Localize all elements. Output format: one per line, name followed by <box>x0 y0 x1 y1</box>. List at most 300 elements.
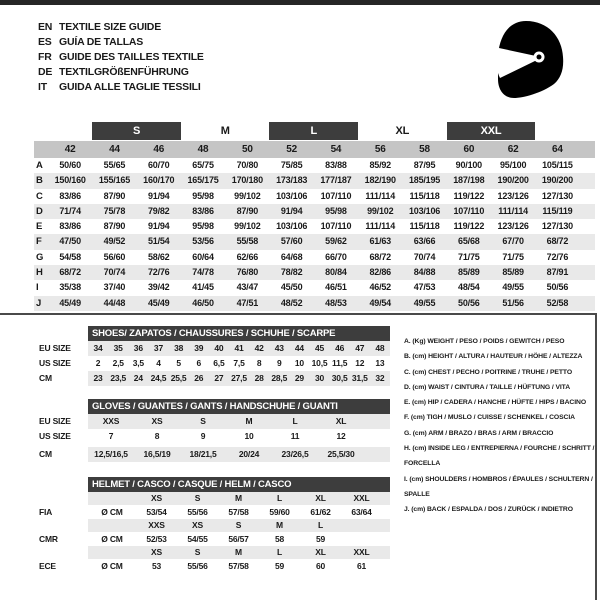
cell: 57/58 <box>228 507 249 517</box>
standard-label: CMR <box>39 534 58 544</box>
size-label: S <box>194 493 201 503</box>
helmet-values-row <box>39 505 395 519</box>
cell: 12 <box>355 358 365 368</box>
cell: 91/94 <box>147 190 170 201</box>
cell: 48/54 <box>458 282 480 293</box>
cell: L <box>292 416 298 426</box>
cell: 39/42 <box>147 282 170 293</box>
language-code: IT <box>38 81 47 93</box>
size-number: 44 <box>109 144 120 155</box>
row-letter: F <box>36 236 42 248</box>
cell: 60 <box>315 561 326 571</box>
cell: 8 <box>256 358 262 368</box>
size-label: XL <box>315 547 326 557</box>
cell: 65/75 <box>192 160 214 170</box>
language-row <box>38 65 204 80</box>
cell: 74/78 <box>192 267 214 278</box>
cell: 85/92 <box>369 160 391 170</box>
size-band-label: XL <box>395 125 410 137</box>
cell: 36 <box>133 343 143 353</box>
cell: 49/54 <box>369 297 391 308</box>
language-header <box>38 20 204 95</box>
row-letter: H <box>36 267 43 279</box>
cell: 26 <box>194 373 204 383</box>
legend-entry: G. (cm) ARM / BRAZO / BRAS / ARM / BRACCIO <box>404 429 554 437</box>
gloves-row <box>39 414 395 429</box>
cell: 87/90 <box>103 190 126 201</box>
row-letter: C <box>36 190 43 202</box>
cell: 51/54 <box>147 236 170 247</box>
size-number: 64 <box>552 144 563 155</box>
size-label: M <box>276 520 283 530</box>
cell: 72/76 <box>546 251 569 262</box>
cell: 91/94 <box>280 205 303 216</box>
cell: 56/60 <box>103 251 126 262</box>
cell: 56/57 <box>228 534 249 544</box>
cell: 49/52 <box>103 236 126 247</box>
size-band-label: XXL <box>447 122 536 140</box>
cell: 35 <box>113 343 123 353</box>
cell: 173/183 <box>276 175 308 186</box>
cell: 16,5/19 <box>143 449 171 459</box>
measurement-row <box>34 173 595 188</box>
measurement-row <box>34 265 595 280</box>
row-letter: D <box>36 205 43 217</box>
helmet-standard-group <box>39 492 395 519</box>
size-band-row <box>34 122 595 140</box>
cell: 79/82 <box>147 205 170 216</box>
cell: 127/130 <box>541 190 573 201</box>
cell: 9 <box>276 358 282 368</box>
cell: 185/195 <box>408 175 441 186</box>
row-label: CM <box>39 449 52 459</box>
cell: 47/50 <box>59 236 81 247</box>
cell: 44 <box>294 343 304 353</box>
cell: 32 <box>375 373 385 383</box>
cell: 155/165 <box>98 175 131 186</box>
cell: 72/76 <box>147 267 170 278</box>
cell: 43/47 <box>236 282 259 293</box>
gloves-rows <box>39 414 395 462</box>
cell: 9 <box>200 431 206 441</box>
cell: 23 <box>93 373 103 383</box>
cell: 6,5 <box>213 358 225 368</box>
cell: 51/56 <box>502 297 524 308</box>
cell: 87/95 <box>413 160 436 170</box>
cell: 107/110 <box>320 190 352 201</box>
measurement-row <box>34 189 595 204</box>
size-label <box>341 519 382 532</box>
cell: 105/115 <box>542 160 573 170</box>
cell: 2,5 <box>112 358 124 368</box>
measurement-row <box>34 219 595 234</box>
textile-size-table <box>34 122 595 311</box>
cell: 57/60 <box>280 236 303 247</box>
language-row <box>38 80 204 95</box>
measurement-row <box>34 280 595 295</box>
cell: 44/48 <box>103 297 126 308</box>
cell: 68/72 <box>369 251 391 262</box>
cell: 53/56 <box>192 236 214 247</box>
helmet-sizes <box>88 519 390 532</box>
size-number: 42 <box>64 144 76 155</box>
size-label: S <box>194 547 201 557</box>
cell: 55/65 <box>103 160 126 170</box>
cell: 83/86 <box>59 221 81 232</box>
cell: 70/74 <box>413 251 436 262</box>
cell: 82/86 <box>369 267 391 278</box>
cell: 84/88 <box>413 267 436 278</box>
shoes-title-bar: SHOES/ ZAPATOS / CHAUSSURES / SCHUHE / SCARPE <box>88 326 390 341</box>
cell: 190/200 <box>497 175 529 186</box>
cell: 90/100 <box>455 160 482 170</box>
cell: 111/114 <box>365 190 396 201</box>
diameter-unit-label: Ø CM <box>101 507 123 517</box>
cell: 45 <box>314 343 325 353</box>
language-code: EN <box>38 21 53 33</box>
cell: 35/38 <box>59 282 81 293</box>
size-label: XL <box>315 493 326 503</box>
cell: 52/58 <box>546 297 569 308</box>
cell: 50/56 <box>546 282 569 293</box>
cell: 48 <box>375 343 385 353</box>
cell: 46/52 <box>369 282 391 293</box>
cell: 111/114 <box>365 221 396 232</box>
helmet-values <box>88 559 390 573</box>
cell: 63/64 <box>351 507 372 517</box>
cell: 23,5 <box>110 373 127 383</box>
helmet-values-row <box>39 532 395 546</box>
size-label: XXL <box>353 547 370 557</box>
cell: 58/62 <box>147 251 170 262</box>
cell: 30 <box>314 373 325 383</box>
row-label: EU SIZE <box>39 343 71 353</box>
cell: 99/102 <box>234 221 261 232</box>
language-row <box>38 20 204 35</box>
cell: 24 <box>133 373 143 383</box>
cell: 85/89 <box>458 267 480 278</box>
language-title: GUIDA ALLE TAGLIE TESSILI <box>59 81 201 93</box>
gloves-values <box>88 429 390 444</box>
cell: 123/126 <box>497 190 529 201</box>
cell: 59/62 <box>325 236 347 247</box>
shoes-size-table <box>39 326 395 386</box>
size-label: XXL <box>353 493 370 503</box>
gloves-title-bar: GLOVES / GUANTES / GANTS / HANDSCHUHE / GUANTI <box>88 399 390 414</box>
cell: 182/190 <box>364 175 396 186</box>
legend-entry: J. (cm) BACK / ESPALDA / DOS / ZURÜCK / INDIETRO <box>404 506 573 514</box>
helmet-sizes-row <box>39 546 395 559</box>
cell: 43 <box>274 343 284 353</box>
cell: 187/198 <box>453 175 485 186</box>
cell: 76/80 <box>236 267 259 278</box>
cell: 58 <box>274 534 285 544</box>
cell: 68/72 <box>546 236 569 247</box>
measurement-row <box>34 158 595 173</box>
cell: 95/98 <box>325 205 347 216</box>
cell: 62/66 <box>236 251 259 262</box>
size-number: 50 <box>241 144 253 155</box>
cell: 59/60 <box>269 507 290 517</box>
legend-entry: E. (cm) HIP / CADERA / HANCHE / HÜFTE / HIPS / BACINO <box>404 399 587 407</box>
cell: 11,5 <box>332 358 348 368</box>
cell: 59 <box>315 534 326 544</box>
helmet-sizes <box>88 546 390 559</box>
cell: 71/75 <box>458 251 480 262</box>
gloves-row <box>39 447 395 462</box>
cell: 2 <box>95 358 101 368</box>
measurement-rows <box>34 158 595 311</box>
measurement-legend <box>404 334 597 518</box>
shoes-values <box>88 371 390 386</box>
cell: 123/126 <box>497 221 529 232</box>
cell: 6 <box>196 358 201 368</box>
gloves-row <box>39 429 395 444</box>
cell: 99/102 <box>234 190 261 201</box>
cell: 23/26,5 <box>281 449 309 459</box>
cell: 87/90 <box>236 205 259 216</box>
cell: 7 <box>108 431 114 441</box>
size-label: XS <box>151 547 162 557</box>
legend-entry: A. (Kg) WEIGHT / PESO / POIDS / GEWITCH / PESO <box>404 338 565 345</box>
cell: XL <box>335 416 347 426</box>
language-title: GUÍA DE TALLAS <box>59 36 144 48</box>
size-band-label: S <box>92 122 181 140</box>
cell: 52/53 <box>146 534 167 544</box>
cell: 83/88 <box>325 160 347 170</box>
helmet-sizes-row <box>39 519 395 532</box>
shoes-row <box>39 341 395 356</box>
legend-entry: F. (cm) TIGH / MUSLO / CUISSE / SCHENKEL / COSCIA <box>404 414 575 422</box>
cell: 63/66 <box>413 236 436 247</box>
cell: S <box>200 416 206 426</box>
size-band-label: M <box>220 125 230 137</box>
cell: 46/51 <box>325 282 347 293</box>
size-number: 58 <box>419 144 430 155</box>
cell: 29 <box>294 373 304 383</box>
cell: 55/56 <box>187 507 208 517</box>
size-number: 52 <box>286 144 297 155</box>
language-title: TEXTILE SIZE GUIDE <box>59 21 161 33</box>
cell: 119/122 <box>453 190 485 201</box>
cell: 25,5/30 <box>327 449 355 459</box>
cell: 150/160 <box>54 175 86 186</box>
section-divider-line <box>0 313 597 315</box>
size-label: S <box>235 520 242 530</box>
cell: 107/110 <box>320 221 352 232</box>
cell: 95/98 <box>192 221 214 232</box>
cell: 41 <box>234 343 244 353</box>
size-label: XS <box>192 520 203 530</box>
cell: 107/110 <box>453 205 485 216</box>
helmet-sizes-row <box>39 492 395 505</box>
standard-label: FIA <box>39 507 53 517</box>
cell: 34 <box>93 343 103 353</box>
cell: 61 <box>356 561 367 571</box>
spacer <box>88 492 136 505</box>
cell: 103/106 <box>408 205 441 216</box>
cell: 83/86 <box>59 190 81 201</box>
cell: 55/58 <box>236 236 259 247</box>
helmet-standard-group <box>39 546 395 573</box>
language-code: DE <box>38 66 53 78</box>
cell: 10 <box>294 358 304 368</box>
cell: 119/122 <box>453 221 485 232</box>
cell: 70/74 <box>103 267 126 278</box>
measurement-row <box>34 204 595 219</box>
cell: 12,5/16,5 <box>94 449 128 459</box>
cell: 41/45 <box>192 282 214 293</box>
gloves-values <box>88 447 390 462</box>
size-label: L <box>277 547 282 557</box>
size-number: 60 <box>463 144 475 155</box>
size-number: 56 <box>374 144 386 155</box>
row-letter: B <box>36 175 43 187</box>
helmet-standard-groups <box>39 492 395 573</box>
diameter-unit-label: Ø CM <box>101 561 123 571</box>
cell: 111/114 <box>498 205 528 216</box>
cell: 12 <box>336 431 346 441</box>
cell: 18/21,5 <box>189 449 217 459</box>
cell: XXS <box>102 416 120 426</box>
cell: 47/53 <box>413 282 436 293</box>
size-label: XS <box>151 493 162 503</box>
cell: 91/94 <box>147 221 170 232</box>
cell: 5 <box>176 358 181 368</box>
helmet-values <box>88 505 390 519</box>
helmet-title-bar: HELMET / CASCO / CASQUE / HELM / CASCO <box>88 477 390 492</box>
cell: 59 <box>274 561 285 571</box>
size-label: L <box>277 493 282 503</box>
cell: 57/58 <box>228 561 249 571</box>
size-number: 62 <box>507 144 519 155</box>
legend-entry: D. (cm) WAIST / CINTURA / TAILLE / HÜFTUNG / VITA <box>404 383 571 391</box>
cell: 3,5 <box>132 358 144 368</box>
cell: 53/54 <box>146 507 167 517</box>
language-title: TEXTILGRÖßENFÜHRUNG <box>59 66 189 78</box>
legend-entry: C. (cm) CHEST / PECHO / POITRINE / TRUHE / PETTO <box>404 368 573 376</box>
size-number: 46 <box>153 144 165 155</box>
cell: 64/68 <box>280 251 303 262</box>
standard-label: ECE <box>39 561 56 571</box>
legend-entry: H. (cm) INSIDE LEG / ENTREPIERNA / FOURCHE / SCHRITT / FORCELLA <box>404 445 595 468</box>
cell: 40 <box>214 343 224 353</box>
cell: 71/74 <box>59 205 81 216</box>
helmet-sizes <box>88 492 390 505</box>
cell: 87/90 <box>103 221 126 232</box>
cell: 47 <box>355 343 365 353</box>
cell: 31,5 <box>351 373 368 383</box>
cell: 95/100 <box>499 160 527 170</box>
cell: 103/106 <box>276 190 308 201</box>
cell: 71/75 <box>502 251 524 262</box>
cell: 24,5 <box>150 373 167 383</box>
shoes-values <box>88 356 390 371</box>
spacer <box>88 546 136 559</box>
cell: 54/58 <box>59 251 81 262</box>
cell: 11 <box>290 431 300 441</box>
cell: 160/170 <box>143 175 175 186</box>
cell: 50/60 <box>59 160 81 170</box>
cell: 61/62 <box>310 507 331 517</box>
cell: 37/40 <box>103 282 126 293</box>
language-row <box>38 35 204 50</box>
cell: 13 <box>375 358 385 368</box>
cell: M <box>245 416 253 426</box>
cell: 28 <box>254 373 264 383</box>
cell: 75/78 <box>103 205 126 216</box>
cell: 115/118 <box>409 190 440 201</box>
cell: 7,5 <box>233 358 245 368</box>
cell: XS <box>151 416 163 426</box>
legend-entry: I. (cm) SHOULDERS / HOMBROS / ÉPAULES / SCHULTERN / SPALLE <box>404 475 593 498</box>
cell: 66/70 <box>325 251 347 262</box>
row-letter: E <box>36 221 43 233</box>
cell: 85/89 <box>502 267 524 278</box>
helmet-size-table <box>39 477 395 573</box>
cell: 28,5 <box>271 373 288 383</box>
language-title: GUIDE DES TAILLES TEXTILE <box>59 51 204 63</box>
measurement-row <box>34 234 595 249</box>
shoes-row <box>39 356 395 371</box>
cell: 127/130 <box>541 221 573 232</box>
shoes-values <box>88 341 390 356</box>
row-label: CM <box>39 373 52 383</box>
gloves-values <box>88 414 390 429</box>
cell: 50/56 <box>458 297 480 308</box>
measurement-row <box>34 296 595 311</box>
size-label: M <box>235 547 242 557</box>
row-letter: A <box>36 160 43 171</box>
spacer <box>88 519 136 532</box>
cell: 49/55 <box>502 282 524 293</box>
cell: 83/86 <box>192 205 214 216</box>
helmet-values <box>88 532 390 546</box>
size-band-label: L <box>269 122 358 140</box>
cell: 10,5 <box>311 358 328 368</box>
cell: 25,5 <box>170 373 187 383</box>
cell: 39 <box>194 343 204 353</box>
cell: 4 <box>156 358 161 368</box>
cell: 115/118 <box>409 221 440 232</box>
cell: 103/106 <box>276 221 308 232</box>
row-label: US SIZE <box>39 358 71 368</box>
cell: 30,5 <box>331 373 348 383</box>
cell: 38 <box>174 343 184 353</box>
cell: 61/63 <box>369 236 391 247</box>
helmet-icon <box>488 16 566 106</box>
cell: 177/187 <box>320 175 352 186</box>
cell: 42 <box>254 343 264 353</box>
cell: 10 <box>244 431 254 441</box>
top-border-bar <box>0 0 600 5</box>
cell: 165/175 <box>187 175 219 186</box>
cell: 68/72 <box>59 267 81 278</box>
cell: 45/50 <box>280 282 303 293</box>
cell: 46 <box>335 343 345 353</box>
cell: 60/70 <box>147 160 170 170</box>
cell: 95/98 <box>192 190 214 201</box>
cell <box>341 532 382 546</box>
cell: 45/49 <box>59 297 81 308</box>
cell: 48/53 <box>325 297 347 308</box>
cell: 65/68 <box>458 236 480 247</box>
row-letter: J <box>36 297 42 309</box>
size-number-header-row <box>34 141 595 158</box>
shoes-rows <box>39 341 395 386</box>
cell: 170/180 <box>231 175 263 186</box>
cell: 45/49 <box>147 297 170 308</box>
